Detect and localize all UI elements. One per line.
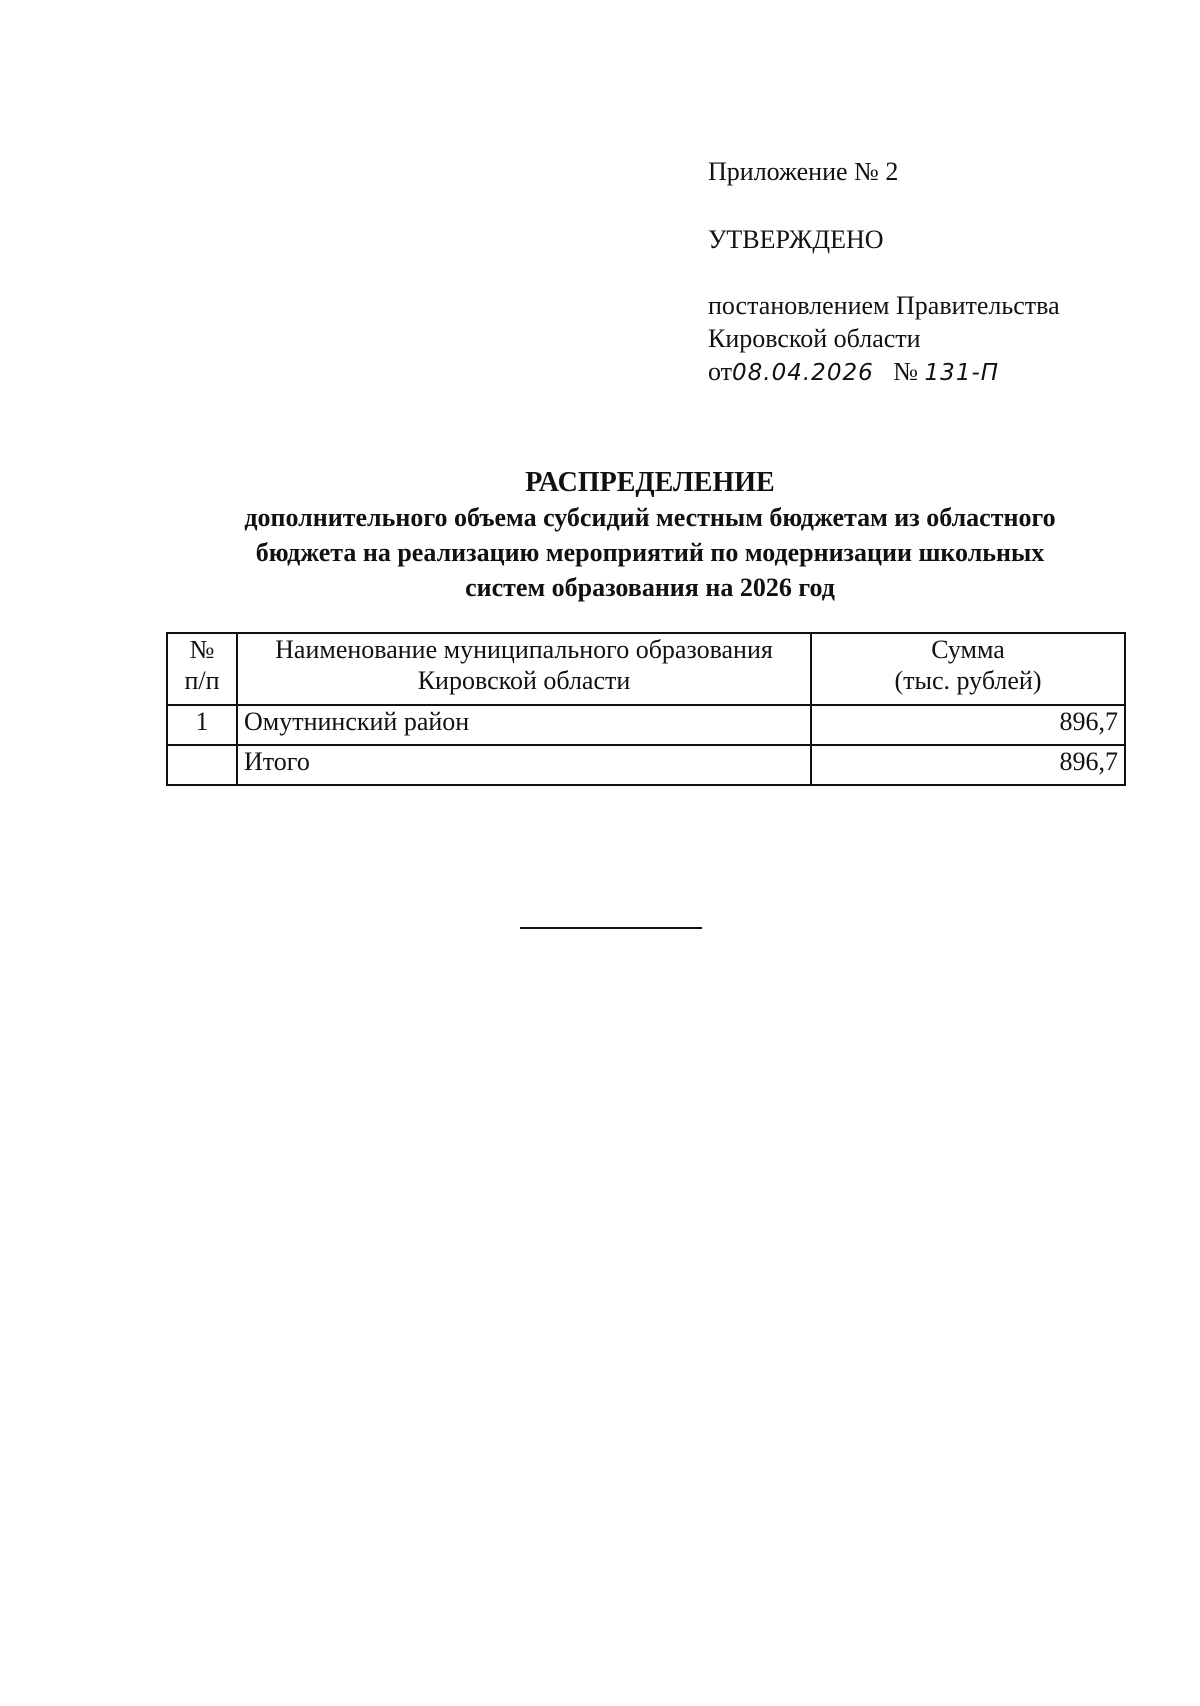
row-name: Омутнинский район <box>237 705 811 745</box>
header-number <box>167 633 237 705</box>
header-name-line-2: Кировской области <box>417 666 631 695</box>
row-sum: 896,7 <box>811 705 1125 745</box>
end-divider-line <box>520 927 702 929</box>
decree-date-number <box>708 355 1148 390</box>
total-number-cell <box>167 745 237 785</box>
document-subtitle-line-2: бюджета на реализацию мероприятий по модернизации школьных <box>255 538 1045 567</box>
document-subtitle-line-3: систем образования на 2026 год <box>465 573 835 602</box>
header-name <box>237 633 811 705</box>
table-header-row <box>167 633 1125 705</box>
document-title-block <box>0 465 1200 605</box>
header-sum-line-2: (тыс. рублей) <box>894 666 1042 695</box>
header-sum <box>811 633 1125 705</box>
decree-line-2: Кировской области <box>708 324 921 353</box>
header-sum-line-1: Сумма <box>931 635 1005 664</box>
appendix-block <box>708 155 1148 390</box>
approved-stamp-text: УТВЕРЖДЕНО <box>708 225 884 254</box>
header-name-line-1: Наименование муниципального образования <box>275 635 773 664</box>
document-subtitle-line-1: дополнительного объема субсидий местным бюджетам из областного <box>244 503 1056 532</box>
header-number-line-2: п/п <box>184 666 220 695</box>
total-label: Итого <box>237 745 811 785</box>
from-prefix: от <box>708 357 733 386</box>
appendix-label: Приложение № 2 <box>708 157 899 186</box>
handwritten-date: 08.04.2026 <box>732 360 874 386</box>
number-prefix: № <box>893 357 919 386</box>
handwritten-number: 131-П <box>924 360 1000 386</box>
total-sum: 896,7 <box>811 745 1125 785</box>
table-row <box>167 705 1125 745</box>
distribution-table <box>166 632 1126 786</box>
decree-line-1: постановлением Правительства <box>708 291 1060 320</box>
header-number-line-1: № <box>189 635 215 664</box>
row-number: 1 <box>167 705 237 745</box>
document-title: РАСПРЕДЕЛЕНИЕ <box>525 467 775 498</box>
table-total-row <box>167 745 1125 785</box>
